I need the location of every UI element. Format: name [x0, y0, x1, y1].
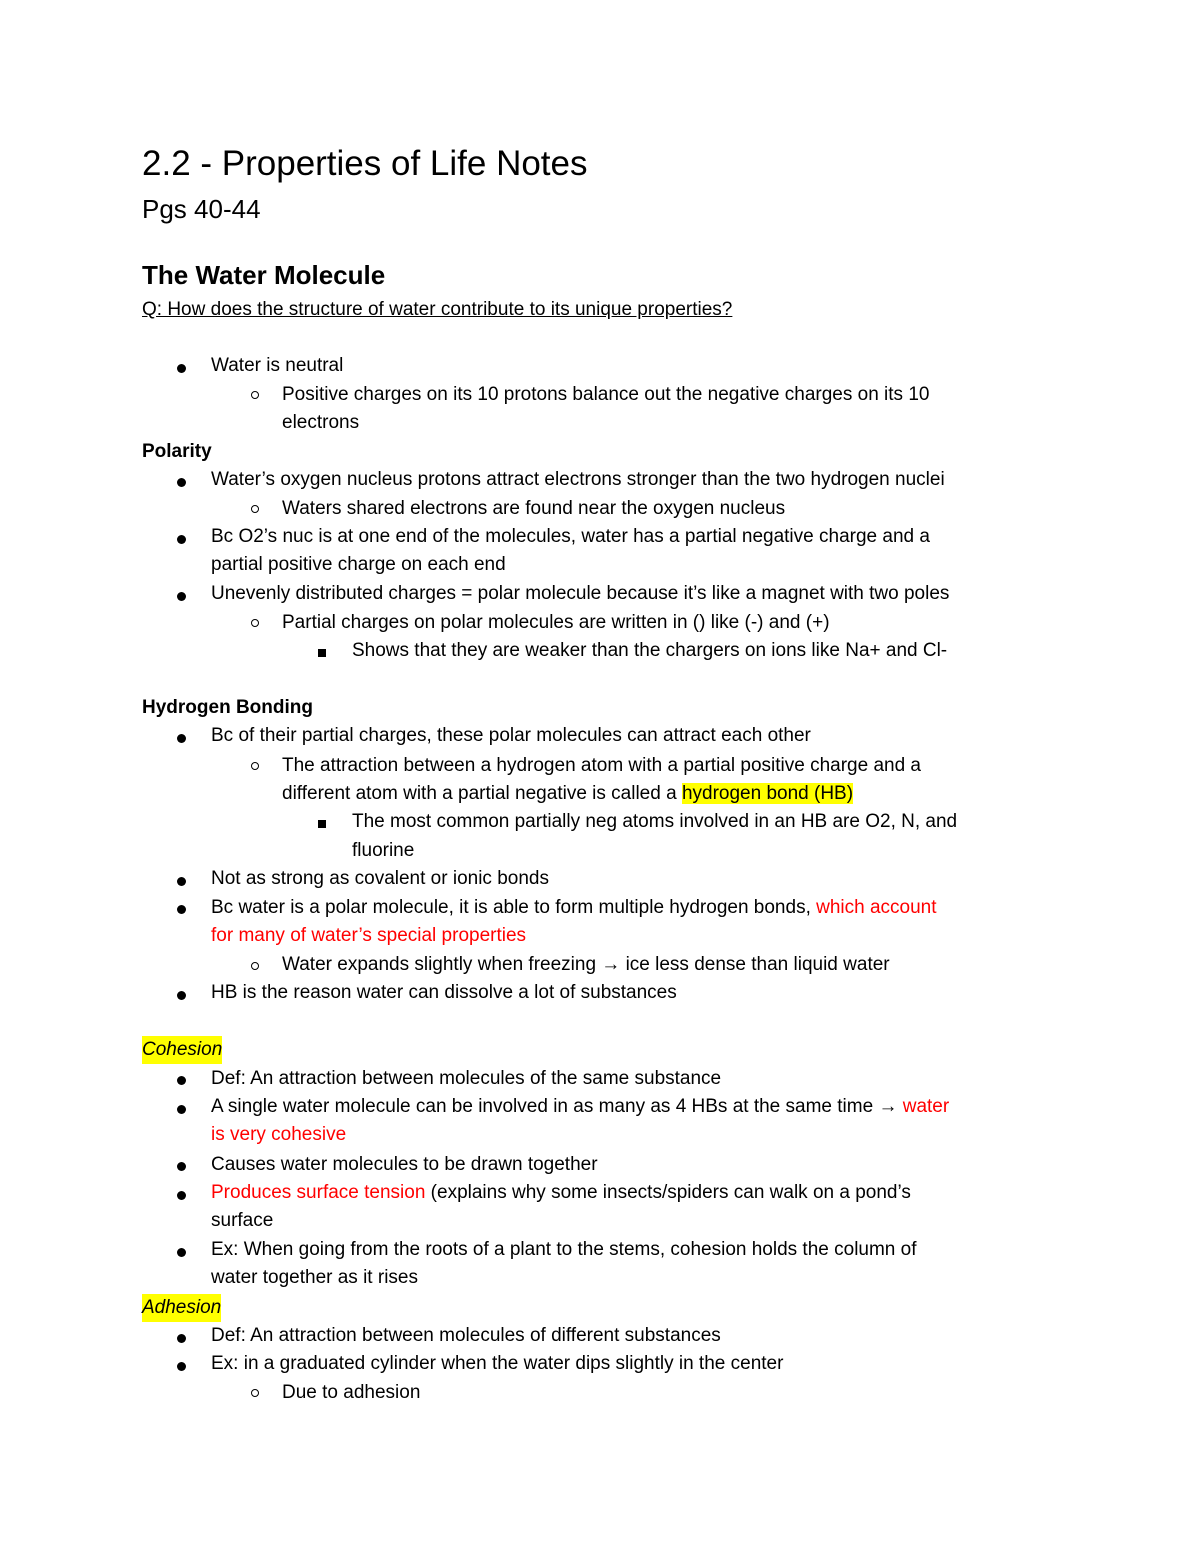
list-item: Water’s oxygen nucleus protons attract electrons stronger than the two hydrogen nuclei [211, 469, 945, 490]
bullet-disc-icon [177, 734, 186, 743]
list-item: Bc O2’s nuc is at one end of the molecules, water has a partial negative charge and a [211, 526, 930, 547]
list-item: Water is neutral [211, 355, 344, 376]
bullet-disc-icon [177, 592, 186, 601]
list-item-continuation: electrons [282, 412, 360, 433]
list-item: Causes water molecules to be drawn together [211, 1154, 598, 1175]
list-item: The attraction between a hydrogen atom with a partial positive charge and a [282, 755, 921, 776]
list-item: Unevenly distributed charges = polar molecule because it’s like a magnet with two poles [211, 583, 950, 604]
list-item [211, 894, 937, 923]
list-item: Water expands slightly when freezing → ice less dense than liquid water [282, 954, 890, 975]
list-item: Not as strong as covalent or ionic bonds [211, 868, 549, 889]
list-item: Def: An attraction between molecules of the same substance [211, 1068, 722, 1089]
bullet-square-icon [318, 649, 326, 657]
list-item [211, 1093, 949, 1122]
section-heading-water-molecule: The Water Molecule [142, 260, 386, 290]
bullet-circle-icon [251, 962, 259, 970]
list-item-text: (explains why some insects/spiders can walk on a pond’s [425, 1182, 911, 1203]
list-item: Def: An attraction between molecules of different substances [211, 1325, 721, 1346]
emphasis-text: Produces surface tension [211, 1182, 426, 1203]
list-item-continuation: is very cohesive [211, 1124, 347, 1145]
list-item: Shows that they are weaker than the chargers on ions like Na+ and Cl- [352, 640, 948, 661]
list-item: Ex: When going from the roots of a plant to the stems, cohesion holds the column of [211, 1239, 917, 1260]
emphasis-text: water [902, 1096, 950, 1117]
list-item-continuation: fluorine [352, 840, 415, 861]
bullet-circle-icon [251, 391, 259, 399]
bullet-disc-icon [177, 1076, 186, 1085]
bullet-disc-icon [177, 1334, 186, 1343]
term-heading-cohesion: Cohesion [142, 1036, 222, 1064]
bullet-disc-icon [177, 1162, 186, 1171]
bullet-disc-icon [177, 991, 186, 1000]
bullet-disc-icon [177, 1248, 186, 1257]
list-item: Bc of their partial charges, these polar molecules can attract each other [211, 725, 811, 746]
document-title: 2.2 - Properties of Life Notes [142, 144, 588, 183]
list-item: Partial charges on polar molecules are written in () like (-) and (+) [282, 612, 830, 633]
bullet-disc-icon [177, 905, 186, 914]
list-item-continuation: for many of water’s special properties [211, 925, 527, 946]
list-item [211, 1179, 911, 1208]
sub-heading-polarity: Polarity [142, 441, 212, 462]
list-item: Positive charges on its 10 protons balance out the negative charges on its 10 [282, 384, 930, 405]
highlighted-term: hydrogen bond (HB) [681, 783, 854, 804]
list-item-continuation: surface [211, 1210, 274, 1231]
list-item: Ex: in a graduated cylinder when the water dips slightly in the center [211, 1353, 784, 1374]
bullet-square-icon [318, 820, 326, 828]
term-heading-adhesion: Adhesion [142, 1294, 221, 1322]
bullet-disc-icon [177, 364, 186, 373]
bullet-disc-icon [177, 877, 186, 886]
bullet-circle-icon [251, 505, 259, 513]
bullet-disc-icon [177, 1191, 186, 1200]
bullet-circle-icon [251, 619, 259, 627]
list-item: Due to adhesion [282, 1382, 421, 1403]
bullet-circle-icon [251, 1389, 259, 1397]
emphasis-text: which account [816, 897, 937, 918]
list-item: HB is the reason water can dissolve a lot of substances [211, 982, 677, 1003]
list-item-continuation: partial positive charge on each end [211, 554, 506, 575]
bullet-disc-icon [177, 1105, 186, 1114]
bullet-circle-icon [251, 762, 259, 770]
bullet-disc-icon [177, 478, 186, 487]
guiding-question: Q: How does the structure of water contribute to its unique properties? [142, 299, 733, 320]
list-item-text: A single water molecule can be involved in as many as 4 HBs at the same time → [211, 1096, 903, 1117]
list-item-continuation: water together as it rises [211, 1267, 418, 1288]
list-item: The most common partially neg atoms involved in an HB are O2, N, and [352, 811, 958, 832]
list-item: Waters shared electrons are found near the oxygen nucleus [282, 498, 786, 519]
bullet-disc-icon [177, 535, 186, 544]
sub-heading-hydrogen-bonding: Hydrogen Bonding [142, 697, 313, 718]
list-item-text: Bc water is a polar molecule, it is able to form multiple hydrogen bonds, [211, 897, 817, 918]
list-item-text: different atom with a partial negative is called a [282, 783, 682, 804]
list-item-continuation [282, 780, 853, 809]
bullet-disc-icon [177, 1362, 186, 1371]
document-subtitle: Pgs 40-44 [142, 194, 261, 224]
